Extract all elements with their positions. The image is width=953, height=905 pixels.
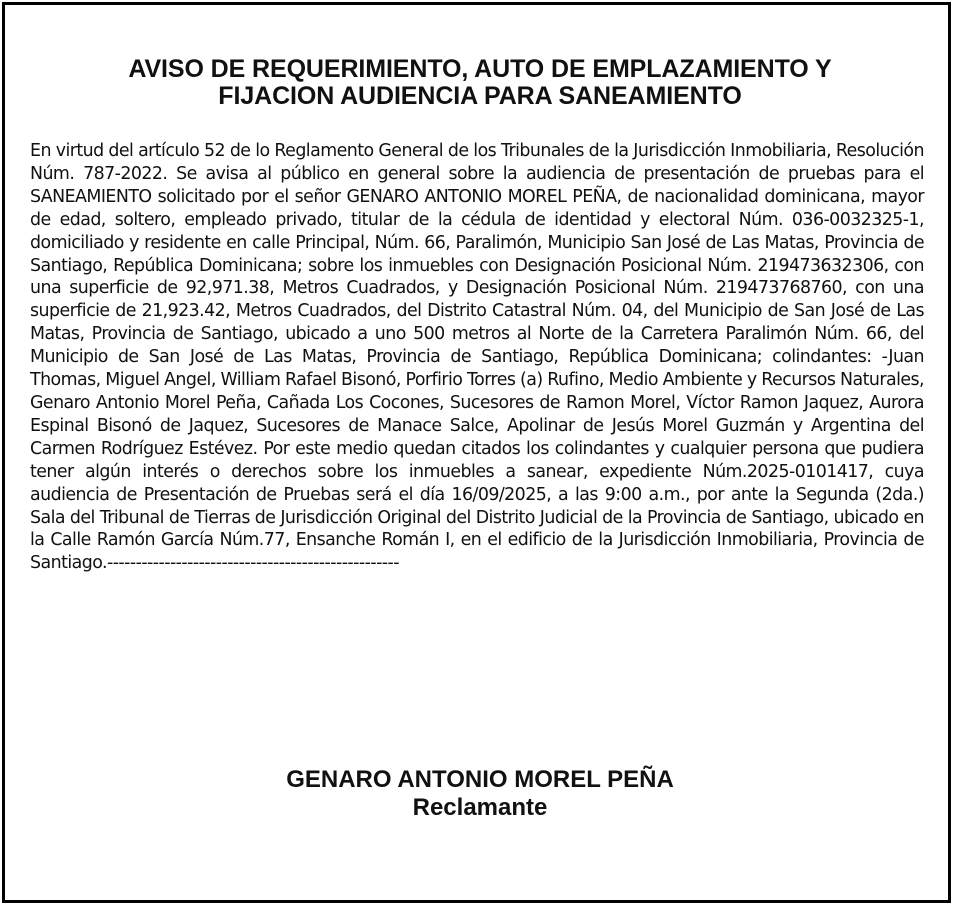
notice-body-text: En virtud del artículo 52 de lo Reglamento General de los Tribunales de la Jurisdicción Inmobiliaria, Resolución Núm. 787-2022. Se avisa al público en general sobre la audiencia de presentación de pruebas para el SANEAMIENTO solicitado por el señor GENARO ANTONIO MOREL PEÑA, de nacionalidad dominicana, mayor de edad, soltero, empleado privado, titular de la cédula de identidad y electoral Núm. 036-0032325-1, domiciliado y residente en calle Principal, Núm. 66, Paralimón, Municipio San José de Las Matas, Provincia de Santiago, República Dominicana; sobre los inmuebles con Designación Posicional Núm. 219473632306, con una superficie de 92,971.38, Metros Cuadrados, y Designación Posicional Núm. 219473768760, con una superficie de 21,923.42, Metros Cuadrados, del Distrito Catastral Núm. 04, del Municipio de San José de Las Matas, Provincia de Santiago, ubicado a uno 500 metros al Norte de la Carretera Paralimón Núm. 66, del Municipio de San José de Las Matas, Provincia de Santiago, República Dominicana; colindantes: -Juan Thomas, Miguel Angel, William Rafael Bisonó, Porfirio Torres (a) Rufino, Medio Ambiente y Recursos Naturales, Genaro Antonio Morel Peña, Cañada Los Cocones, Sucesores de Ramon Morel, Víctor Ramon Jaquez, Aurora Espinal Bisonó de Jaquez, Sucesores de Manace Salce, Apolinar de Jesús Morel Guzmán y Argentina del Carmen Rodríguez Estévez. Por este medio quedan citados los colindantes y cualquier persona que pudiera tener algún interés o derechos sobre los inmuebles a sanear, expediente Núm.2025-0101417, cuya audiencia de Presentación de Pruebas será el día 16/09/2025, a las 9:00 a.m., por ante la Segunda (2da.) Sala del Tribunal de Tierras de Jurisdicción Original del Distrito Judicial de la Provincia de Santiago, ubicado en la Calle Ramón García Núm.77, Ensanche Román I, en el edificio de la Jurisdicción Inmobiliaria, Provincia de Santiago.--------------------------------------------------- xyxy=(30,141,924,574)
signature-role: Reclamante xyxy=(412,794,548,821)
notice-frame xyxy=(2,2,951,903)
signature-name: GENARO ANTONIO MOREL PEÑA xyxy=(286,766,674,793)
notice-title xyxy=(45,56,915,110)
notice-title-line-2: FIJACION AUDIENCIA PARA SANEAMIENTO xyxy=(218,82,742,110)
signature-block xyxy=(45,766,915,822)
notice-title-line-1: AVISO DE REQUERIMIENTO, AUTO DE EMPLAZAMIENTO Y xyxy=(128,55,832,83)
